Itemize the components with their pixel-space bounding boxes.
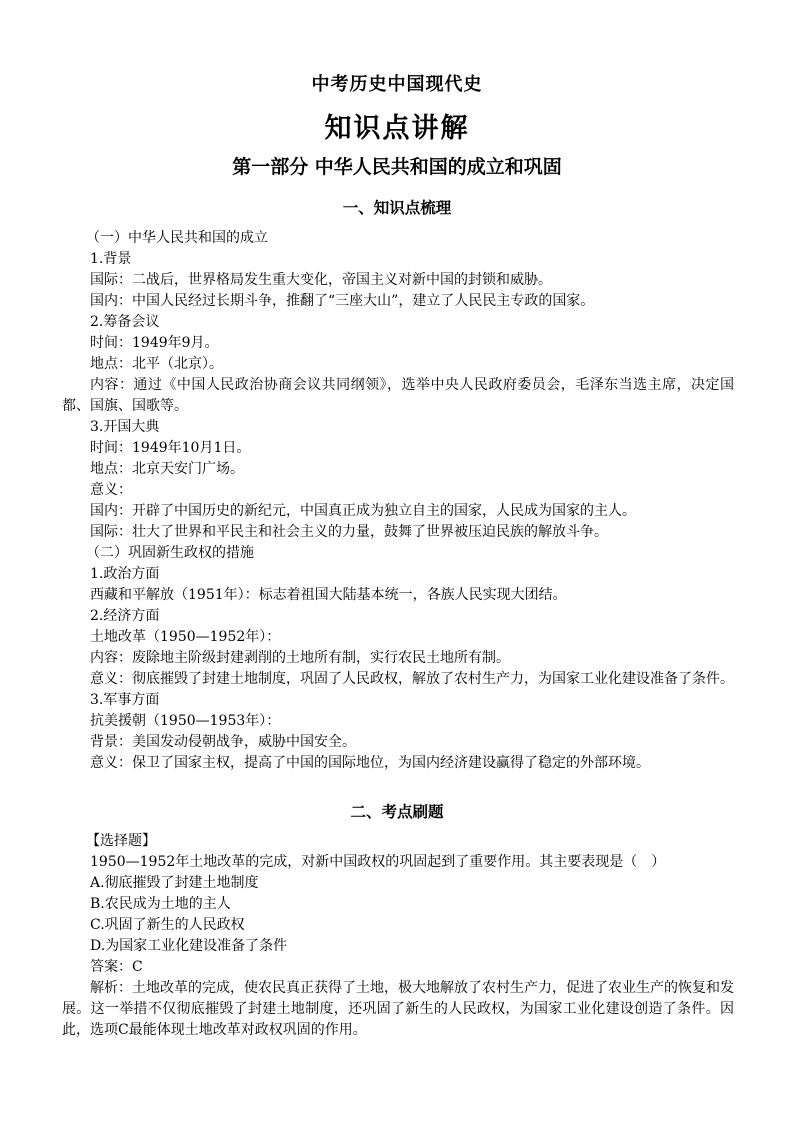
paragraph: 土地改革（1950—1952年）： — [90, 629, 281, 645]
paragraph: 地点：北京天安门广场。 — [90, 461, 244, 477]
section-heading-knowledge: 一、知识点梳理 — [342, 199, 452, 217]
paragraph: 国内：开辟了中国历史的新纪元，中国真正成为独立自主的国家，人民成为国家的主人。 — [90, 503, 636, 519]
option-c: C.巩固了新生的人民政权 — [90, 917, 245, 933]
paragraph: 1.政治方面 — [90, 566, 160, 582]
subsection-heading: （二）巩固新生政权的措施 — [86, 545, 254, 561]
paragraph: 时间：1949年10月1日。 — [90, 440, 251, 456]
paragraph: 内容：通过《中国人民政治协商会议共同纲领》，选举中央人民政府委员会，毛泽东当选主席，决定国都、国旗、国歌等。 — [62, 377, 734, 414]
section-heading-exercises: 二、考点刷题 — [350, 803, 444, 821]
paragraph: 背景：美国发动侵朝战争，威胁中国安全。 — [90, 734, 356, 750]
exercise-content — [62, 831, 734, 1041]
document-title-small: 中考历史中国现代史 — [311, 74, 483, 95]
explanation: 解析：土地改革的完成，使农民真正获得了土地，极大地解放了农村生产力，促进了农业生产的恢复和发展。这一举措不仅彻底摧毁了封建土地制度，还巩固了新生的人民政权，为国家工业化建设创造了条件。因此，选项C最能体现土地改革对政权巩固的作用。 — [62, 980, 734, 1038]
option-d: D.为国家工业化建设准备了条件 — [90, 938, 288, 954]
document-title-main: 知识点讲解 — [324, 113, 470, 144]
paragraph: 内容：废除地主阶级封建剥削的土地所有制，实行农民土地所有制。 — [90, 650, 510, 666]
question-type-label: 【选择题】 — [86, 833, 156, 849]
option-b: B.农民成为土地的主人 — [90, 896, 231, 912]
paragraph: 意义：保卫了国家主权，提高了中国的国际地位，为国内经济建设赢得了稳定的外部环境。 — [90, 755, 650, 771]
paragraph: 2.筹备会议 — [90, 314, 160, 330]
paragraph: 2.经济方面 — [90, 608, 160, 624]
knowledge-content — [62, 228, 734, 774]
paragraph: 3.开国大典 — [90, 419, 160, 435]
paragraph: 1.背景 — [90, 251, 132, 267]
paragraph: 意义： — [90, 482, 132, 498]
paragraph: 抗美援朝（1950—1953年）： — [90, 713, 281, 729]
document-subtitle: 第一部分 中华人民共和国的成立和巩固 — [232, 156, 562, 178]
paragraph: 3.军事方面 — [90, 692, 160, 708]
option-a: A.彻底摧毁了封建土地制度 — [90, 875, 259, 891]
paragraph: 西藏和平解放（1951年）：标志着祖国大陆基本统一，各族人民实现大团结。 — [90, 587, 567, 603]
subsection-heading: （一）中华人民共和国的成立 — [86, 230, 268, 246]
paragraph: 地点：北平（北京）。 — [90, 356, 223, 372]
paragraph: 意义：彻底摧毁了封建土地制度，巩固了人民政权，解放了农村生产力，为国家工业化建设准备了条件。 — [90, 671, 734, 687]
question-stem: 1950—1952年土地改革的完成，对新中国政权的巩固起到了重要作用。其主要表现是（ ） — [90, 854, 666, 870]
paragraph: 国内：中国人民经过长期斗争，推翻了“三座大山”，建立了人民民主专政的国家。 — [90, 293, 595, 309]
answer: 答案：C — [90, 959, 143, 975]
paragraph: 国际：二战后，世界格局发生重大变化，帝国主义对新中国的封锁和威胁。 — [90, 272, 552, 288]
paragraph: 时间：1949年9月。 — [90, 335, 219, 351]
paragraph: 国际：壮大了世界和平民主和社会主义的力量，鼓舞了世界被压迫民族的解放斗争。 — [90, 524, 608, 540]
